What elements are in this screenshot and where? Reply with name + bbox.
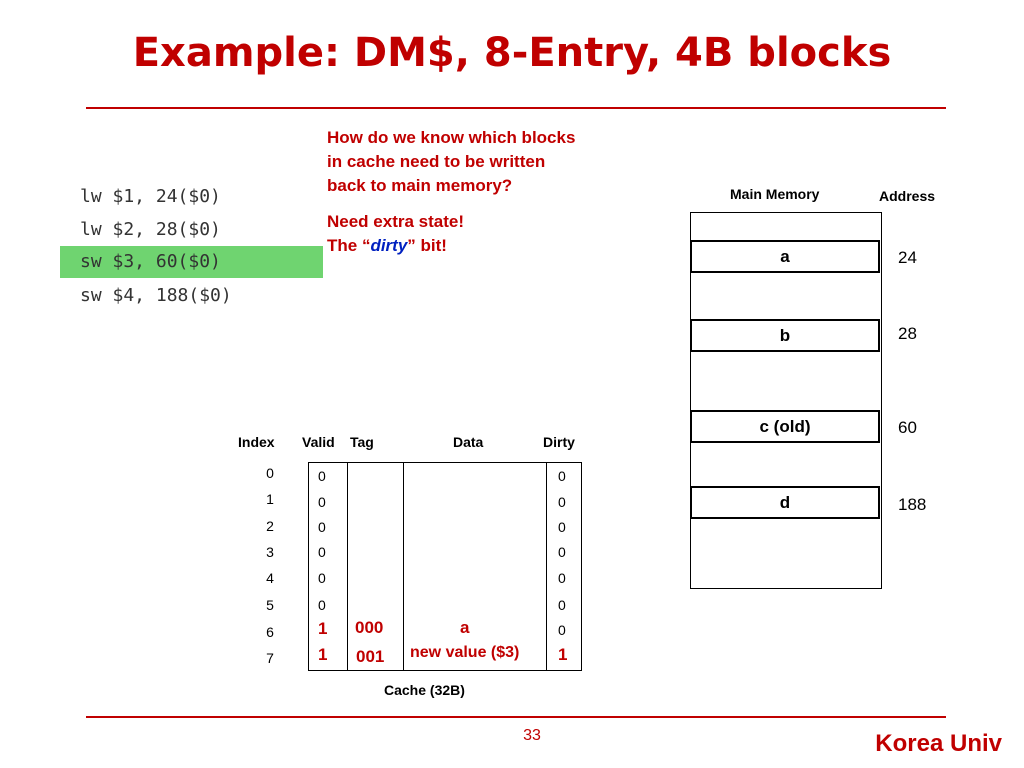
valid-3: 0: [318, 544, 326, 560]
index-0: 0: [266, 465, 274, 481]
cache-caption: Cache (32B): [384, 682, 465, 698]
dirty-0: 0: [558, 468, 566, 484]
question-note: [327, 126, 575, 198]
valid-4: 0: [318, 570, 326, 586]
memory-block-c-old: c (old): [690, 410, 880, 443]
dirty-7: 1: [558, 645, 568, 664]
code-line-2: lw $2, 28($0): [80, 219, 221, 240]
memory-block-b: b: [690, 319, 880, 352]
note-line-5-post: ” bit!: [407, 236, 447, 255]
dirty-6: 0: [558, 622, 566, 638]
cache-table: [308, 462, 582, 671]
answer-note: [327, 210, 464, 258]
code-line-1: lw $1, 24($0): [80, 186, 221, 207]
col-divider-data: [546, 463, 547, 670]
address-28: 28: [898, 324, 917, 343]
data-6: a: [460, 618, 470, 637]
index-2: 2: [266, 518, 274, 534]
index-3: 3: [266, 544, 274, 560]
data-7: new value ($3): [410, 644, 520, 661]
index-7: 7: [266, 650, 274, 666]
dirty-3: 0: [558, 544, 566, 560]
bottom-rule: [86, 716, 946, 718]
valid-1: 0: [318, 494, 326, 510]
dirty-word: dirty: [370, 236, 408, 255]
memory-block-d: d: [690, 486, 880, 519]
index-5: 5: [266, 597, 274, 613]
tag-7: 001: [356, 647, 385, 666]
brand-label: Korea Univ: [875, 730, 1002, 757]
valid-2: 0: [318, 519, 326, 535]
valid-6: 1: [318, 619, 328, 638]
note-line-1: How do we know which blocks: [327, 128, 576, 147]
col-divider-valid: [347, 463, 348, 670]
note-line-3: back to main memory?: [327, 176, 513, 195]
tag-6: 000: [355, 618, 384, 637]
note-line-4: Need extra state!: [327, 212, 465, 231]
note-line-5-pre: The “: [327, 236, 371, 255]
address-188: 188: [898, 495, 927, 514]
index-1: 1: [266, 491, 274, 507]
col-divider-tag: [403, 463, 404, 670]
code-line-3-highlighted: sw $3, 60($0): [60, 246, 323, 278]
main-memory-label: Main Memory: [730, 186, 820, 202]
header-index: Index: [238, 434, 275, 450]
address-60: 60: [898, 418, 917, 437]
header-data: Data: [453, 434, 484, 450]
header-tag: Tag: [350, 434, 374, 450]
page-number: 33: [523, 727, 541, 744]
dirty-4: 0: [558, 570, 566, 586]
memory-block-a: a: [690, 240, 880, 273]
valid-7: 1: [318, 645, 328, 664]
index-6: 6: [266, 624, 274, 640]
header-dirty: Dirty: [543, 434, 575, 450]
slide-title: Example: DM$, 8-Entry, 4B blocks: [132, 30, 892, 76]
dirty-1: 0: [558, 494, 566, 510]
note-line-5: [327, 234, 464, 258]
valid-5: 0: [318, 597, 326, 613]
dirty-2: 0: [558, 519, 566, 535]
header-valid: Valid: [302, 434, 335, 450]
index-4: 4: [266, 570, 274, 586]
note-line-2: in cache need to be written: [327, 152, 546, 171]
code-line-4: sw $4, 188($0): [80, 285, 232, 306]
address-24: 24: [898, 248, 917, 267]
top-rule: [86, 107, 946, 109]
dirty-5: 0: [558, 597, 566, 613]
valid-0: 0: [318, 468, 326, 484]
address-label: Address: [879, 188, 936, 204]
